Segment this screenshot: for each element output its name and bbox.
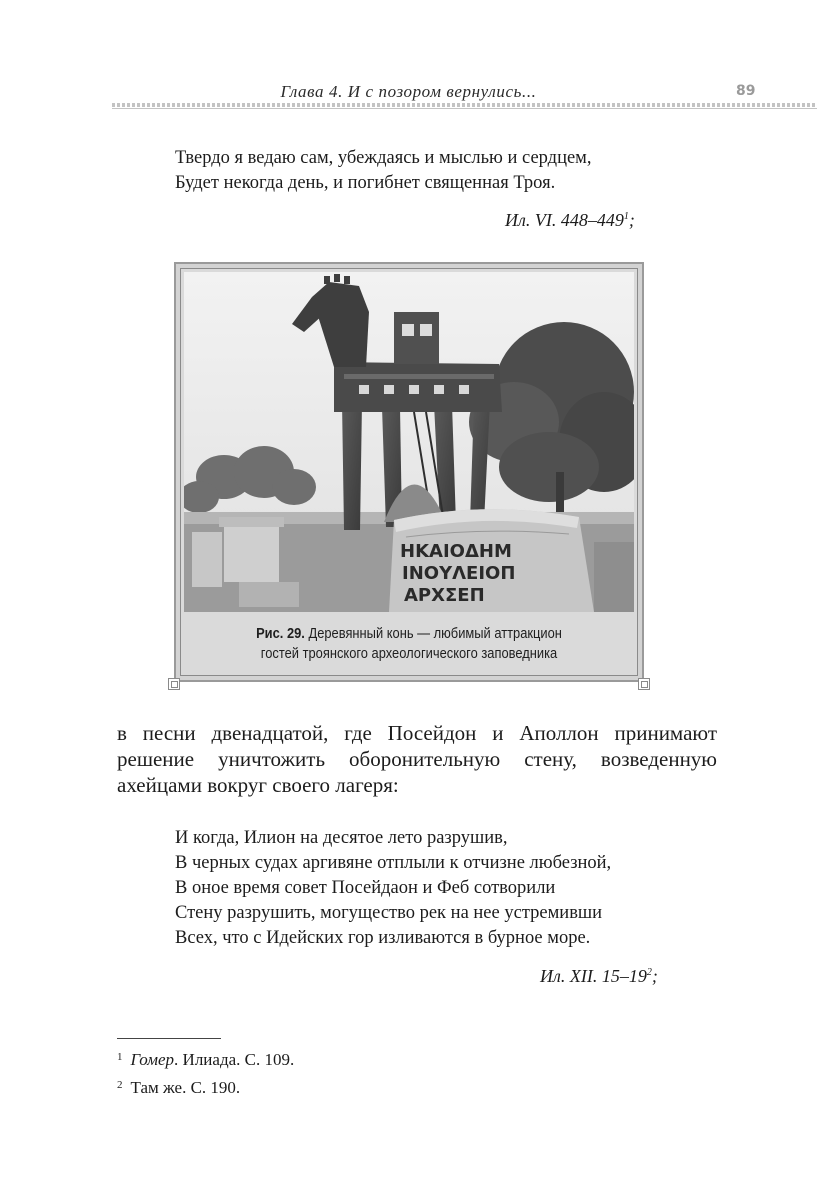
chapter-title: Глава 4. И с позором вернулись... [280,82,537,101]
figure-label: Рис. 29. [256,625,305,642]
epigraph-verse-2 [175,826,611,951]
verse-line: Твердо я ведаю сам, убеждаясь и мыслью и сердцем, [175,148,592,168]
verse-line: И когда, Илион на десятое лето разрушив, [175,828,508,848]
photo-illustration [184,272,634,612]
epigraph-citation-1 [505,210,635,231]
body-line: решение уничтожить оборонительную стену, возведенную [117,747,717,771]
frame-corner-ornament [638,678,650,690]
citation-punct: ; [628,210,635,230]
frame-corner-ornament [168,678,180,690]
trojan-horse-photo [184,272,634,612]
verse-line: В черных судах аргивяне отплыли к отчизне любезной, [175,853,612,873]
caption-text: гостей троянского археологического заповедника [260,645,558,662]
footnote-text: Там же. С. 190. [130,1078,241,1097]
page-number: 89 [736,83,756,99]
footnote-separator [117,1038,221,1039]
body-paragraph [117,720,717,798]
footnote-1 [117,1050,294,1070]
header-ornament-divider [112,101,817,109]
citation-text: Ил. VI. 448–449 [505,210,624,230]
verse-line: Будет некогда день, и погибнет священная Троя. [175,173,556,193]
verse-line: Стену разрушить, могущество рек на нее устремивши [175,903,603,923]
citation-punct: ; [651,966,658,986]
epigraph-citation-2 [540,966,658,987]
figure-caption [216,624,603,664]
body-line: ахейцами вокруг своего лагеря: [117,773,399,797]
verse-line: В оное время совет Посейдаон и Феб сотворили [175,878,556,898]
footnote-number: 2 [117,1079,123,1091]
body-line: в песни двенадцатой, где Посейдон и Аполлон принимают [117,721,717,745]
footnote-2 [117,1078,240,1098]
citation-text: Ил. XII. 15–19 [540,966,647,986]
verse-line: Всех, что с Идейских гор изливаются в бурное море. [175,928,591,948]
inscription-line: ΙΝΟΥΛΕΙΟΠ [402,563,516,584]
footnote-author: Гомер [130,1050,175,1069]
inscription-line: ΗΚΑΙΟΔΗΜ [400,541,512,562]
inscribed-stone [389,509,594,612]
footnote-ref: 1 [623,211,629,222]
inscription-line: ΑΡΧΣΕΠ [404,585,485,606]
footnote-text: . Илиада. С. 109. [174,1050,295,1069]
caption-text: Деревянный конь — любимый аттракцион [304,625,562,642]
running-head [0,82,817,102]
footnote-ref: 2 [646,967,652,978]
epigraph-verse-1 [175,146,592,196]
footnote-number: 1 [117,1051,123,1063]
